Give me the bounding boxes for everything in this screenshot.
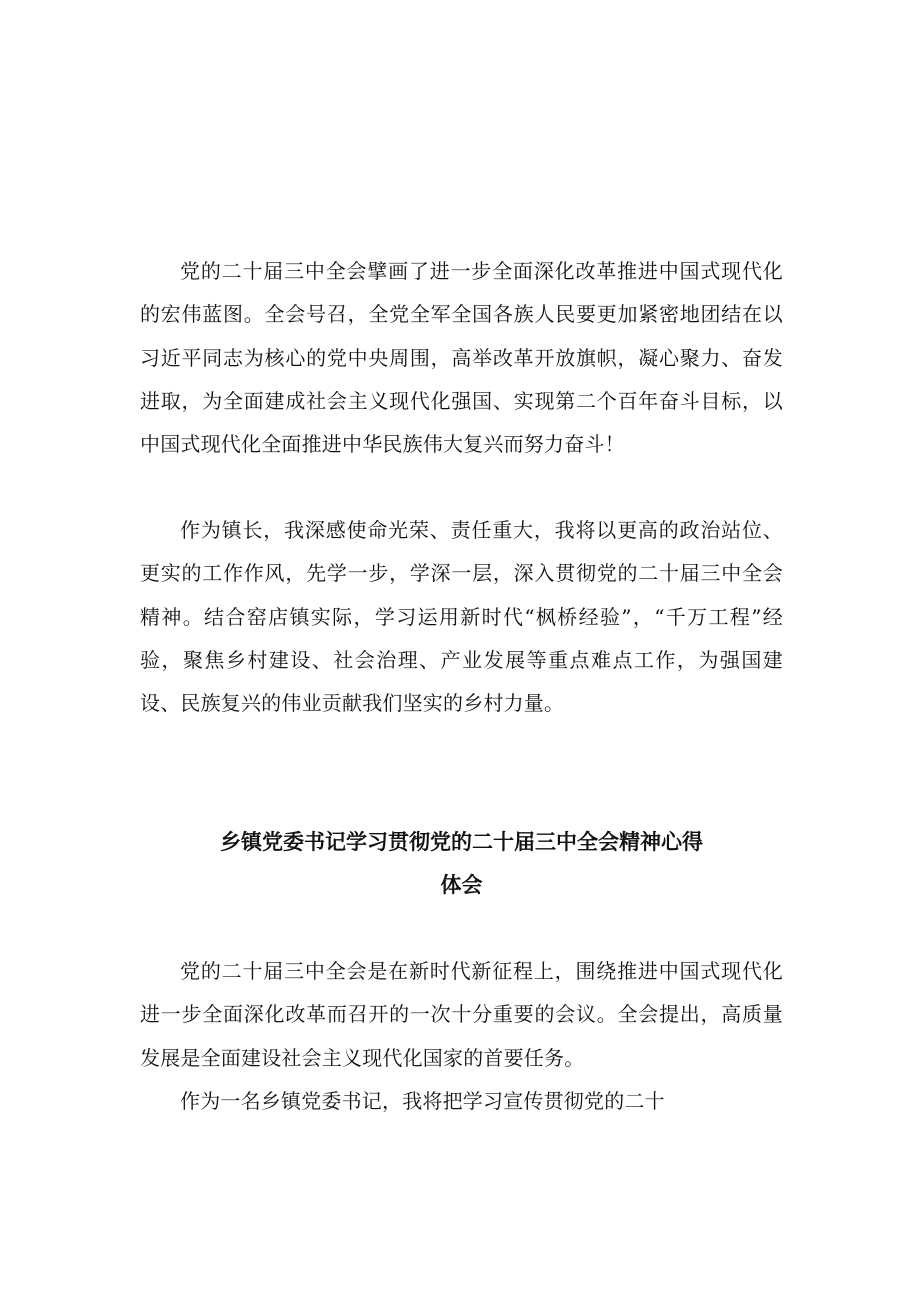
section2-paragraph-1: 党的二十届三中全会是在新时代新征程上，围绕推进中国式现代化进一步全面深化改革而召开的一次十分重要的会议。全会提出，高质量发展是全面建设社会主义现代化国家的首要任务。 <box>140 959 783 1070</box>
section2-title-line-2: 体会 <box>440 873 483 897</box>
section2-title <box>140 821 783 907</box>
section2-title-line-1: 乡镇党委书记学习贯彻党的二十届三中全会精神心得 <box>220 830 703 854</box>
section1-paragraph-1: 党的二十届三中全会擘画了进一步全面深化改革推进中国式现代化的宏伟蓝图。全会号召，全党全军全国各族人民要更加紧密地团结在以习近平同志为核心的党中央周围，高举改革开放旗帜，凝心聚力、奋发进取，为全面建成社会主义现代化强国、实现第二个百年奋斗目标，以中国式现代化全面推进中华民族伟大复兴而努力奋斗！ <box>140 259 783 457</box>
section1-paragraph-2: 作为镇长，我深感使命光荣、责任重大，我将以更高的政治站位、更实的工作作风，先学一步，学深一层，深入贯彻党的二十届三中全会精神。结合窑店镇实际，学习运用新时代“枫桥经验”，“千万工程”经验，聚焦乡村建设、社会治理、产业发展等重点难点工作，为强国建设、民族复兴的伟业贡献我们坚实的乡村力量。 <box>140 518 783 716</box>
section2-paragraph-2: 作为一名乡镇党委书记，我将把学习宣传贯彻党的二十 <box>180 1089 665 1113</box>
